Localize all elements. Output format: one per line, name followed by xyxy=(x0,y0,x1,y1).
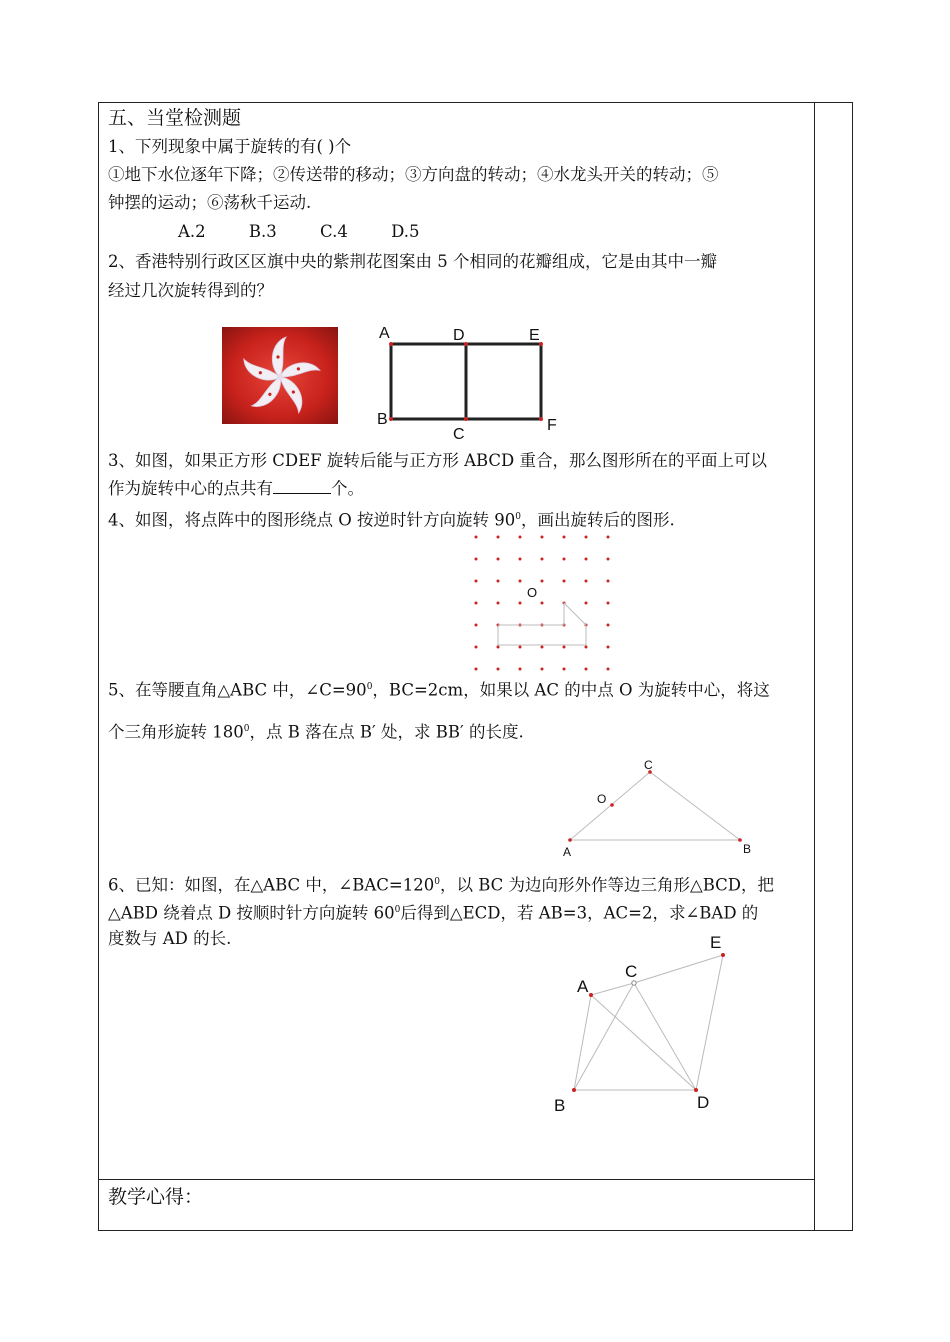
lattice-dot xyxy=(585,602,588,605)
lattice-dot xyxy=(541,580,544,583)
lattice-dot xyxy=(607,580,610,583)
side-column-divider xyxy=(814,102,815,1231)
lattice-dot xyxy=(585,536,588,539)
q3-line2: 作为旋转中心的点共有 个。 xyxy=(108,479,364,498)
q1-line1: ①地下水位逐年下降；②传送带的移动；③方向盘的转动；④水龙头开关的转动；⑤ xyxy=(108,165,719,184)
q5-line2: 个三角形旋转 $180^0$，点 B 落在点 B′ 处，求 BB′ 的长度. xyxy=(108,722,524,742)
lattice-dot xyxy=(585,580,588,583)
triangle-q5-diagram xyxy=(555,755,765,865)
lattice-dot xyxy=(541,536,544,539)
lattice-dot xyxy=(585,668,588,671)
lattice-dot xyxy=(475,668,478,671)
q5-line1: 5、在等腰直角△ABC 中，$\angle C=90^0$，BC=2cm，如果以 AC 的中点 O 为旋转中心，将这 xyxy=(108,680,770,700)
q1-stem: 1、下列现象中属于旋转的有( )个 xyxy=(108,137,352,156)
lattice-dot xyxy=(563,646,566,649)
point-o-label: O xyxy=(527,585,538,600)
lattice-dot xyxy=(519,668,522,671)
lattice-dot xyxy=(475,624,478,627)
label-a: A xyxy=(379,325,390,342)
lattice-dot xyxy=(585,558,588,561)
lattice-dot xyxy=(563,536,566,539)
q5-label-a: A xyxy=(563,845,572,859)
lattice-dot xyxy=(607,646,610,649)
lattice-dot xyxy=(541,646,544,649)
lattice-dot xyxy=(497,580,500,583)
lattice-dot xyxy=(519,580,522,583)
lattice-dot xyxy=(475,558,478,561)
q1-option-d: D.5 xyxy=(391,222,420,241)
lattice-dot xyxy=(607,558,610,561)
lattice-dot xyxy=(607,602,610,605)
label-b: B xyxy=(377,411,388,428)
dot-lattice-diagram xyxy=(465,528,615,678)
q6-line1: 6、已知：如图，在△ABC 中，$\angle BAC=120^0$，以 BC 为边向形外作等边三角形△BCD，把 xyxy=(108,875,774,895)
lattice-dot xyxy=(519,558,522,561)
lattice-dot xyxy=(497,558,500,561)
q6-line2: △ABD 绕着点 D 按顺时针方向旋转 $60^0$后得到△ECD，若 AB=3，AC=2，求∠BAD 的 xyxy=(108,903,759,923)
lattice-dot xyxy=(475,646,478,649)
q1-option-c: C.4 xyxy=(320,222,348,241)
lattice-dot xyxy=(475,580,478,583)
q3-answer-blank[interactable] xyxy=(273,477,331,494)
q6-label-b: B xyxy=(554,1096,566,1115)
lattice-dot xyxy=(563,580,566,583)
q6-label-e: E xyxy=(710,933,722,952)
q2-line1: 2、香港特别行政区区旗中央的紫荆花图案由 5 个相同的花瓣组成，它是由其中一瓣 xyxy=(108,252,717,271)
q6-label-c: C xyxy=(625,962,638,981)
lattice-dot xyxy=(497,646,500,649)
squares-diagram xyxy=(370,320,560,445)
q5-label-c: C xyxy=(644,758,653,772)
q3-line1: 3、如图，如果正方形 CDEF 旋转后能与正方形 ABCD 重合，那么图形所在的平面上可以 xyxy=(108,451,768,470)
q6-line3: 度数与 AD 的长. xyxy=(108,929,232,948)
label-d: D xyxy=(453,327,465,344)
q4-text: 4、如图，将点阵中的图形绕点 O 按逆时针方向旋转 $90^0$，画出旋转后的图形. xyxy=(108,510,675,530)
lattice-dot xyxy=(563,558,566,561)
lattice-dot xyxy=(519,536,522,539)
footer-divider xyxy=(98,1179,814,1180)
q6-label-a: A xyxy=(577,977,589,996)
lattice-dot xyxy=(541,602,544,605)
lattice-dot xyxy=(497,668,500,671)
lattice-dot xyxy=(541,558,544,561)
label-f: F xyxy=(547,417,557,434)
lattice-dot xyxy=(475,536,478,539)
lattice-dot xyxy=(607,668,610,671)
section-title: 五、当堂检测题 xyxy=(108,107,242,129)
lattice-dot xyxy=(585,646,588,649)
label-c: C xyxy=(453,426,465,443)
triangle-q6-diagram xyxy=(545,925,745,1125)
q1-options xyxy=(178,218,457,246)
q1-line2: 钟摆的运动；⑥荡秋千运动. xyxy=(108,193,312,212)
lattice-dot xyxy=(607,536,610,539)
label-e: E xyxy=(529,327,540,344)
q2-line2: 经过几次旋转得到的？ xyxy=(108,281,273,300)
lattice-dot xyxy=(607,624,610,627)
lattice-dot xyxy=(519,602,522,605)
q1-option-a: A.2 xyxy=(178,222,206,241)
lattice-dot xyxy=(497,602,500,605)
footer-label: 教学心得： xyxy=(108,1186,204,1208)
q6-label-d: D xyxy=(697,1093,710,1112)
lattice-dot xyxy=(497,536,500,539)
lattice-dot xyxy=(475,602,478,605)
lattice-dot xyxy=(541,668,544,671)
lattice-dot xyxy=(563,668,566,671)
bauhinia-flower-image xyxy=(222,327,338,424)
lattice-dot xyxy=(519,646,522,649)
q5-label-o: O xyxy=(597,792,607,806)
q5-label-b: B xyxy=(743,842,752,856)
q1-option-b: B.3 xyxy=(248,222,277,241)
